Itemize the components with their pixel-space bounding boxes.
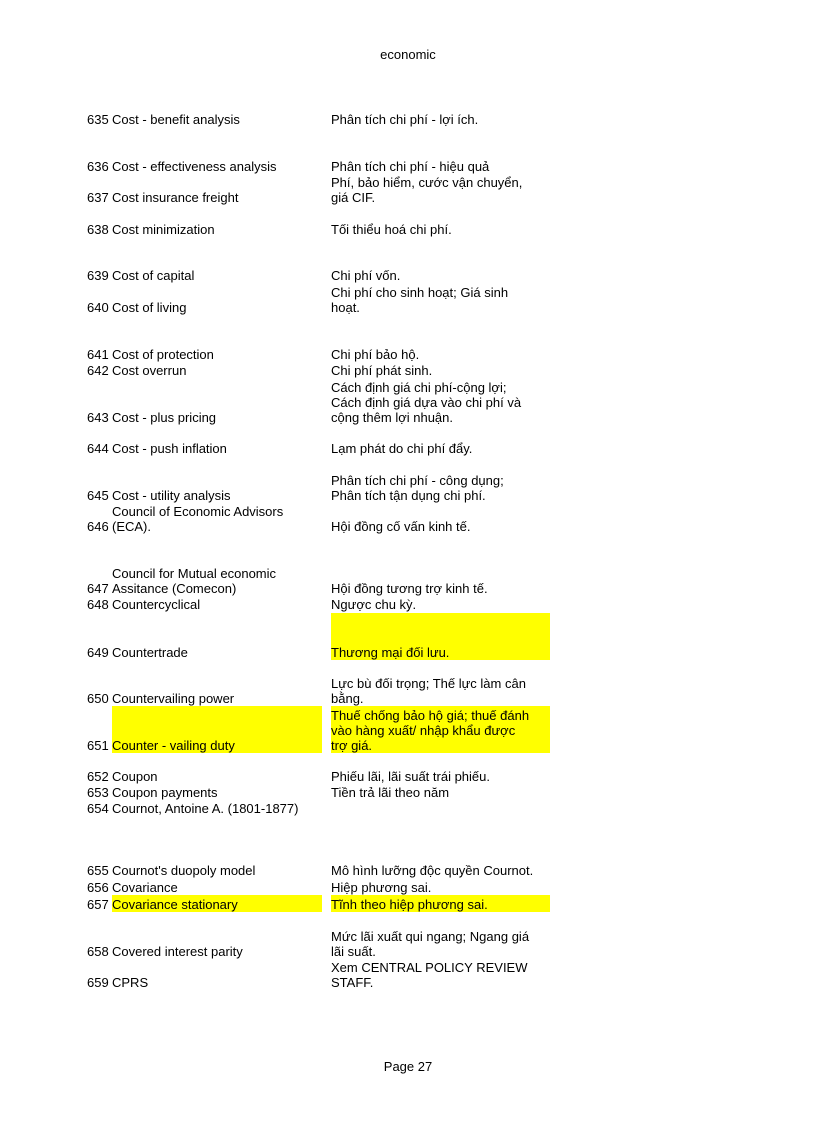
entry-term [112, 975, 322, 990]
entry-term-line: Council of Economic Advisors [112, 504, 284, 519]
entry-number: 639 [87, 268, 109, 283]
entry-definition-line: Phân tích chi phí - công dụng; [331, 473, 504, 488]
entry-definition-line: Hội đồng tương trợ kinh tế. [331, 581, 488, 596]
entry-term-line: CPRS [112, 975, 149, 990]
entry-definition-line: cộng thêm lợi nhuận. [331, 410, 453, 425]
entry-definition-line: bằng. [331, 691, 364, 706]
entry-term-line: Coupon [112, 769, 158, 784]
entry-definition-line: Chi phí phát sinh. [331, 363, 433, 378]
entry-number: 642 [87, 363, 109, 378]
entry-term-line: Cost - push inflation [112, 441, 227, 456]
entry-definition-line: Cách định giá dựa vào chi phí và [331, 395, 522, 410]
entry-definition-line: Tiền trả lãi theo năm [331, 785, 450, 800]
entry-definition-line: Xem CENTRAL POLICY REVIEW [331, 960, 528, 975]
page-footer: Page 27 [383, 1059, 433, 1074]
entry-number: 648 [87, 597, 109, 612]
entry-number: 638 [87, 222, 109, 237]
entry-number: 655 [87, 863, 109, 878]
entry-number: 653 [87, 785, 109, 800]
entry-definition-line: giá CIF. [331, 190, 376, 205]
entry-number: 647 [87, 581, 109, 596]
entry-term-line: Cournot's duopoly model [112, 863, 256, 878]
entry-term-line: Countertrade [112, 645, 188, 660]
entry-number: 644 [87, 441, 109, 456]
entry-number: 640 [87, 300, 109, 315]
entry-number: 645 [87, 488, 109, 503]
entry-number: 635 [87, 112, 109, 127]
entry-term-line: Coupon payments [112, 785, 218, 800]
entry-definition-line: Chi phí bảo hộ. [331, 347, 420, 362]
entry-number: 636 [87, 159, 109, 174]
entry-term-line: Countervailing power [112, 691, 235, 706]
entry-definition-line: Chi phí vốn. [331, 268, 401, 283]
entry-definition-line: trợ giá. [331, 738, 373, 753]
entry-term-line: Cost minimization [112, 222, 215, 237]
page-header: economic [380, 47, 436, 62]
entry-term-line: Cost of living [112, 300, 187, 315]
entry-term-line: Cost overrun [112, 363, 187, 378]
entry-number: 650 [87, 691, 109, 706]
entry-term-line: Covariance stationary [112, 897, 238, 912]
entry-definition-line: lãi suất. [331, 944, 376, 959]
entry-definition-line: Chi phí cho sinh hoạt; Giá sinh [331, 285, 509, 300]
entry-definition-line: Mức lãi xuất qui ngang; Ngang giá [331, 929, 530, 944]
entry-term-line: Covered interest parity [112, 944, 243, 959]
entry-number: 646 [87, 519, 109, 534]
entry-term-line: Counter - vailing duty [112, 738, 235, 753]
entry-number: 659 [87, 975, 109, 990]
entry-definition-line: STAFF. [331, 975, 374, 990]
entry-definition-line: Phí, bảo hiểm, cước vận chuyển, [331, 175, 523, 190]
entry-definition-line: vào hàng xuất/ nhập khẩu được [331, 723, 516, 738]
entry-definition-line: Tối thiểu hoá chi phí. [331, 222, 452, 237]
entry-term-line: Countercyclical [112, 597, 201, 612]
entry-term-line: Covariance [112, 880, 178, 895]
entry-term-line: Cost - effectiveness analysis [112, 159, 277, 174]
entry-number: 658 [87, 944, 109, 959]
entry-number: 641 [87, 347, 109, 362]
entry-number: 654 [87, 801, 109, 816]
entry-definition-line: Lực bù đối trọng; Thế lực làm cân [331, 676, 526, 691]
entry-definition-line: Tĩnh theo hiệp phương sai. [331, 897, 488, 912]
entry-term-line: Assitance (Comecon) [112, 581, 237, 596]
entry-term-line: Council for Mutual economic [112, 566, 277, 581]
entry-definition-line: Phân tích chi phí - hiệu quả [331, 159, 490, 174]
entry-definition [331, 960, 550, 990]
entry-definition-line: hoạt. [331, 300, 360, 315]
entry-definition-line: Thuế chống bảo hộ giá; thuế đánh [331, 708, 530, 723]
entry-definition-line: Ngược chu kỳ. [331, 597, 417, 612]
entry-number: 657 [87, 897, 109, 912]
entry-term-line: Cost of protection [112, 347, 214, 362]
entry-definition-line: Thương mại đối lưu. [331, 645, 450, 660]
entry-definition-line: Hội đồng cố vấn kinh tế. [331, 519, 471, 534]
entry-term-line: Cost insurance freight [112, 190, 239, 205]
entry-number: 643 [87, 410, 109, 425]
entry-definition-line: Cách định giá chi phí-cộng lợi; [331, 380, 507, 395]
entry-definition-line: Phiếu lãi, lãi suất trái phiếu. [331, 769, 490, 784]
entry-definition-line: Mô hình lưỡng độc quyền Cournot. [331, 863, 534, 878]
entry-number: 652 [87, 769, 109, 784]
entry-definition-line: Hiệp phương sai. [331, 880, 432, 895]
entry-term-line: (ECA). [112, 519, 151, 534]
entry-number: 649 [87, 645, 109, 660]
entry-term-line: Cost - utility analysis [112, 488, 231, 503]
entry-term-line: Cournot, Antoine A. (1801-1877) [112, 801, 299, 816]
entry-number: 656 [87, 880, 109, 895]
entry-definition-line: Phân tích chi phí - lợi ích. [331, 112, 479, 127]
entry-definition-line: Lạm phát do chi phí đẩy. [331, 441, 473, 456]
entry-number: 637 [87, 190, 109, 205]
entry-term-line: Cost - plus pricing [112, 410, 217, 425]
entry-definition-line: Phân tích tận dụng chi phí. [331, 488, 486, 503]
entry-number: 651 [87, 738, 109, 753]
entry-term-line: Cost - benefit analysis [112, 112, 240, 127]
entry-term-line: Cost of capital [112, 268, 195, 283]
